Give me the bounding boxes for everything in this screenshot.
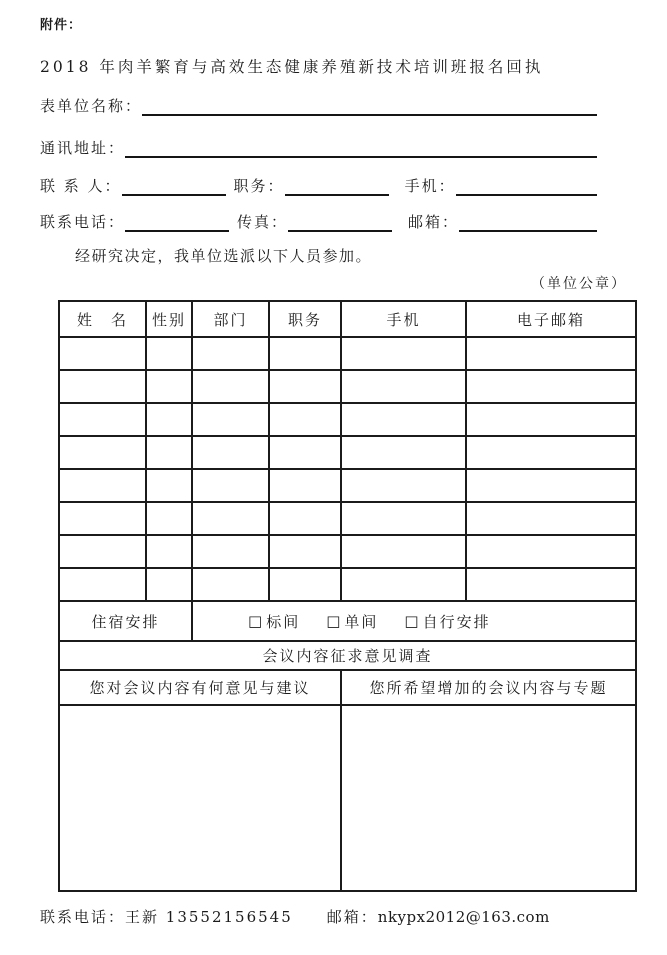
empty-cell (192, 502, 269, 535)
empty-cell (269, 403, 341, 436)
table-row (59, 535, 636, 568)
footer-phone-label: 联系电话： (40, 908, 126, 926)
header-email: 电子邮箱 (466, 301, 636, 337)
empty-cell (59, 535, 146, 568)
empty-cell (59, 436, 146, 469)
survey-answer-row (59, 705, 636, 891)
empty-cell (146, 337, 192, 370)
empty-cell (341, 502, 466, 535)
option-label: 单间 (344, 612, 379, 631)
empty-cell (59, 370, 146, 403)
contact-row (40, 172, 597, 196)
unit-name-row (40, 92, 597, 116)
empty-cell (341, 568, 466, 601)
empty-cell (269, 436, 341, 469)
empty-cell (146, 436, 192, 469)
statement-text: 经研究决定，我单位选派以下人员参加。 (75, 247, 373, 265)
empty-cell (59, 502, 146, 535)
page-title: 2018 年肉羊繁育与高效生态健康养殖新技术培训班报名回执 (40, 58, 544, 76)
table-row (59, 568, 636, 601)
unit-name-blank-line (142, 94, 597, 116)
header-gender: 性别 (146, 301, 192, 337)
empty-cell (466, 535, 636, 568)
header-mobile: 手机 (341, 301, 466, 337)
footer-email-value: nkypx2012@163.com (377, 908, 550, 926)
empty-cell (466, 403, 636, 436)
accommodation-option-standard (248, 611, 300, 632)
empty-cell (192, 370, 269, 403)
option-label: 自行安排 (422, 612, 491, 631)
empty-cell (341, 337, 466, 370)
empty-cell (192, 568, 269, 601)
empty-cell (466, 502, 636, 535)
survey-column-opinions: 您对会议内容有何意见与建议 (59, 670, 341, 705)
survey-column-topics: 您所希望增加的会议内容与专题 (341, 670, 636, 705)
phone-label: 联系电话： (40, 213, 126, 231)
footer-email (327, 906, 550, 927)
unit-name-label: 表单位名称： (40, 97, 143, 115)
footer-email-label: 邮箱： (326, 908, 378, 926)
header-duty: 职务 (269, 301, 341, 337)
table-row (59, 370, 636, 403)
footer-contact-line (40, 906, 550, 927)
table-row (59, 436, 636, 469)
empty-cell (192, 535, 269, 568)
accommodation-options-cell (192, 601, 636, 641)
option-label: 标间 (266, 612, 301, 631)
contact-person-blank-line (122, 174, 226, 196)
checkbox-icon: □ (326, 612, 343, 630)
footer-phone (40, 906, 293, 927)
checkbox-icon: □ (404, 612, 421, 630)
survey-title-row (59, 641, 636, 670)
mobile-blank-line (456, 174, 597, 196)
empty-cell (466, 370, 636, 403)
empty-cell (269, 502, 341, 535)
survey-title: 会议内容征求意见调查 (59, 641, 636, 670)
footer-phone-value: 王新 13552156545 (125, 908, 293, 926)
table-row (59, 337, 636, 370)
checkbox-icon: □ (248, 612, 265, 630)
table-row (59, 403, 636, 436)
empty-cell (146, 535, 192, 568)
empty-cell (59, 568, 146, 601)
accommodation-row (59, 601, 636, 641)
accommodation-option-single (326, 611, 378, 632)
address-label: 通讯地址： (40, 139, 126, 157)
stamp-note: （单位公章） (531, 276, 627, 292)
header-department: 部门 (192, 301, 269, 337)
accommodation-option-self (404, 611, 490, 632)
duty-blank-line (285, 174, 389, 196)
empty-cell (269, 568, 341, 601)
empty-cell (146, 469, 192, 502)
address-row (40, 134, 597, 158)
table-row (59, 469, 636, 502)
empty-cell (269, 535, 341, 568)
accommodation-label: 住宿安排 (59, 601, 192, 641)
address-blank-line (125, 136, 597, 158)
contact-person-label: 联 系 人： (40, 177, 122, 195)
survey-answer-topics-cell (341, 705, 636, 891)
empty-cell (466, 436, 636, 469)
empty-cell (146, 370, 192, 403)
phone-blank-line (125, 210, 229, 232)
fax-label: 传真： (237, 213, 289, 231)
empty-cell (146, 502, 192, 535)
attachment-label: 附件： (40, 18, 83, 33)
mobile-label: 手机： (404, 177, 456, 195)
empty-cell (146, 568, 192, 601)
empty-cell (192, 403, 269, 436)
header-name: 姓 名 (59, 301, 146, 337)
empty-cell (146, 403, 192, 436)
empty-cell (192, 469, 269, 502)
table-row (59, 502, 636, 535)
empty-rows-body (59, 337, 636, 601)
phone-row (40, 208, 597, 232)
participants-table (58, 300, 637, 892)
email-blank-line (459, 210, 597, 232)
duty-label: 职务： (233, 177, 285, 195)
empty-cell (269, 370, 341, 403)
empty-cell (59, 469, 146, 502)
empty-cell (341, 436, 466, 469)
table-header-row (59, 301, 636, 337)
empty-cell (192, 436, 269, 469)
empty-cell (269, 337, 341, 370)
empty-cell (59, 403, 146, 436)
empty-cell (269, 469, 341, 502)
fax-blank-line (288, 210, 392, 232)
empty-cell (341, 469, 466, 502)
survey-header-row (59, 670, 636, 705)
empty-cell (341, 535, 466, 568)
empty-cell (466, 568, 636, 601)
empty-cell (192, 337, 269, 370)
email-label: 邮箱： (408, 213, 460, 231)
empty-cell (59, 337, 146, 370)
survey-answer-opinions-cell (59, 705, 341, 891)
empty-cell (466, 337, 636, 370)
empty-cell (466, 469, 636, 502)
empty-cell (341, 370, 466, 403)
empty-cell (341, 403, 466, 436)
